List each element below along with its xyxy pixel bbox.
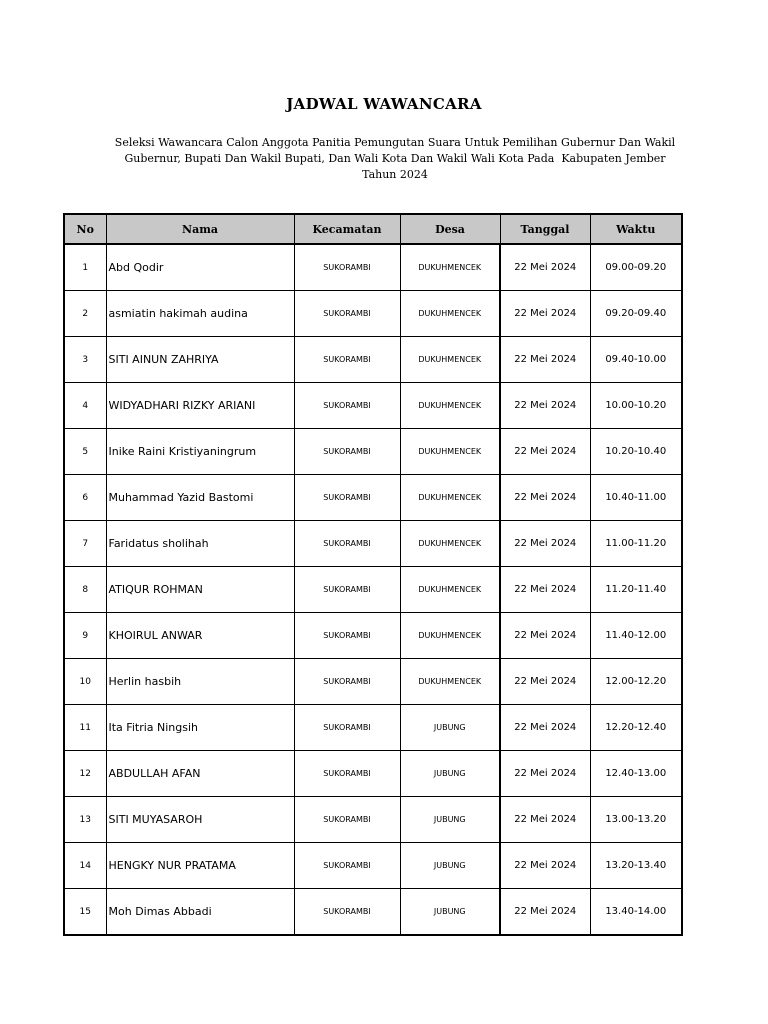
table-row [64, 889, 682, 936]
cell-tanggal: 22 Mei 2024 [500, 751, 590, 797]
cell-desa: DUKUHMENCEK [400, 429, 500, 475]
cell-waktu: 09.20-09.40 [590, 291, 682, 337]
cell-tanggal: 22 Mei 2024 [500, 613, 590, 659]
cell-no: 10 [64, 659, 106, 705]
cell-waktu: 09.00-09.20 [590, 244, 682, 291]
table-row [64, 843, 682, 889]
cell-desa: DUKUHMENCEK [400, 567, 500, 613]
cell-waktu: 12.00-12.20 [590, 659, 682, 705]
cell-tanggal: 22 Mei 2024 [500, 383, 590, 429]
cell-desa: JUBUNG [400, 751, 500, 797]
cell-nama: SITI MUYASAROH [106, 797, 294, 843]
cell-no: 4 [64, 383, 106, 429]
cell-waktu: 11.20-11.40 [590, 567, 682, 613]
cell-tanggal: 22 Mei 2024 [500, 567, 590, 613]
table-row [64, 797, 682, 843]
cell-waktu: 10.00-10.20 [590, 383, 682, 429]
cell-nama: Abd Qodir [106, 244, 294, 291]
cell-waktu: 10.40-11.00 [590, 475, 682, 521]
cell-nama: Muhammad Yazid Bastomi [106, 475, 294, 521]
cell-nama: KHOIRUL ANWAR [106, 613, 294, 659]
table-row [64, 751, 682, 797]
cell-kecamatan: SUKORAMBI [294, 337, 400, 383]
cell-kecamatan: SUKORAMBI [294, 797, 400, 843]
table-row [64, 291, 682, 337]
cell-waktu: 13.00-13.20 [590, 797, 682, 843]
cell-desa: DUKUHMENCEK [400, 659, 500, 705]
cell-no: 13 [64, 797, 106, 843]
cell-no: 9 [64, 613, 106, 659]
cell-kecamatan: SUKORAMBI [294, 567, 400, 613]
cell-desa: DUKUHMENCEK [400, 337, 500, 383]
cell-tanggal: 22 Mei 2024 [500, 429, 590, 475]
table-row [64, 567, 682, 613]
header-nama: Nama [106, 214, 294, 244]
cell-nama: Herlin hasbih [106, 659, 294, 705]
cell-nama: HENGKY NUR PRATAMA [106, 843, 294, 889]
cell-nama: Faridatus sholihah [106, 521, 294, 567]
cell-kecamatan: SUKORAMBI [294, 613, 400, 659]
header-desa: Desa [400, 214, 500, 244]
cell-kecamatan: SUKORAMBI [294, 751, 400, 797]
page-subtitle [110, 135, 680, 183]
cell-no: 3 [64, 337, 106, 383]
cell-kecamatan: SUKORAMBI [294, 475, 400, 521]
cell-desa: DUKUHMENCEK [400, 291, 500, 337]
cell-tanggal: 22 Mei 2024 [500, 843, 590, 889]
cell-no: 7 [64, 521, 106, 567]
header-kecamatan: Kecamatan [294, 214, 400, 244]
cell-no: 12 [64, 751, 106, 797]
table-row [64, 659, 682, 705]
cell-desa: DUKUHMENCEK [400, 613, 500, 659]
cell-kecamatan: SUKORAMBI [294, 383, 400, 429]
subtitle-line: Tahun 2024 [362, 168, 428, 181]
cell-nama: ATIQUR ROHMAN [106, 567, 294, 613]
subtitle-line: Seleksi Wawancara Calon Anggota Panitia Pemungutan Suara Untuk Pemilihan Gubernur Dan Wakil [114, 136, 676, 149]
cell-waktu: 13.20-13.40 [590, 843, 682, 889]
page-title: JADWAL WAWANCARA [286, 95, 482, 113]
cell-kecamatan: SUKORAMBI [294, 889, 400, 936]
cell-tanggal: 22 Mei 2024 [500, 291, 590, 337]
table-header-row [64, 214, 682, 244]
header-waktu: Waktu [590, 214, 682, 244]
subtitle-line: Gubernur, Bupati Dan Wakil Bupati, Dan Wali Kota Dan Wakil Wali Kota Pada Kabupaten Jember [124, 152, 666, 165]
cell-no: 14 [64, 843, 106, 889]
cell-waktu: 11.40-12.00 [590, 613, 682, 659]
cell-tanggal: 22 Mei 2024 [500, 521, 590, 567]
cell-no: 6 [64, 475, 106, 521]
table-row [64, 383, 682, 429]
cell-tanggal: 22 Mei 2024 [500, 797, 590, 843]
cell-tanggal: 22 Mei 2024 [500, 659, 590, 705]
cell-nama: asmiatin hakimah audina [106, 291, 294, 337]
cell-desa: JUBUNG [400, 797, 500, 843]
cell-desa: JUBUNG [400, 889, 500, 936]
table-row [64, 429, 682, 475]
cell-kecamatan: SUKORAMBI [294, 429, 400, 475]
cell-waktu: 12.20-12.40 [590, 705, 682, 751]
cell-desa: DUKUHMENCEK [400, 475, 500, 521]
cell-desa: DUKUHMENCEK [400, 383, 500, 429]
table-row [64, 521, 682, 567]
cell-tanggal: 22 Mei 2024 [500, 244, 590, 291]
table-row [64, 244, 682, 291]
cell-waktu: 09.40-10.00 [590, 337, 682, 383]
cell-desa: DUKUHMENCEK [400, 521, 500, 567]
cell-no: 15 [64, 889, 106, 936]
cell-kecamatan: SUKORAMBI [294, 659, 400, 705]
cell-nama: WIDYADHARI RIZKY ARIANI [106, 383, 294, 429]
header-tanggal: Tanggal [500, 214, 590, 244]
cell-waktu: 11.00-11.20 [590, 521, 682, 567]
cell-waktu: 10.20-10.40 [590, 429, 682, 475]
cell-kecamatan: SUKORAMBI [294, 843, 400, 889]
cell-tanggal: 22 Mei 2024 [500, 705, 590, 751]
cell-nama: Ita Fitria Ningsih [106, 705, 294, 751]
cell-desa: DUKUHMENCEK [400, 244, 500, 291]
cell-no: 11 [64, 705, 106, 751]
cell-nama: Moh Dimas Abbadi [106, 889, 294, 936]
cell-no: 8 [64, 567, 106, 613]
table-row [64, 705, 682, 751]
cell-kecamatan: SUKORAMBI [294, 521, 400, 567]
table-row [64, 613, 682, 659]
cell-tanggal: 22 Mei 2024 [500, 337, 590, 383]
table-row [64, 475, 682, 521]
cell-desa: JUBUNG [400, 705, 500, 751]
cell-waktu: 13.40-14.00 [590, 889, 682, 936]
cell-nama: Inike Raini Kristiyaningrum [106, 429, 294, 475]
cell-tanggal: 22 Mei 2024 [500, 475, 590, 521]
cell-nama: SITI AINUN ZAHRIYA [106, 337, 294, 383]
cell-no: 5 [64, 429, 106, 475]
cell-nama: ABDULLAH AFAN [106, 751, 294, 797]
cell-no: 2 [64, 291, 106, 337]
cell-kecamatan: SUKORAMBI [294, 291, 400, 337]
cell-desa: JUBUNG [400, 843, 500, 889]
cell-kecamatan: SUKORAMBI [294, 705, 400, 751]
cell-tanggal: 22 Mei 2024 [500, 889, 590, 936]
table-row [64, 337, 682, 383]
schedule-table [63, 213, 683, 936]
cell-waktu: 12.40-13.00 [590, 751, 682, 797]
header-no: No [64, 214, 106, 244]
cell-no: 1 [64, 244, 106, 291]
cell-kecamatan: SUKORAMBI [294, 244, 400, 291]
